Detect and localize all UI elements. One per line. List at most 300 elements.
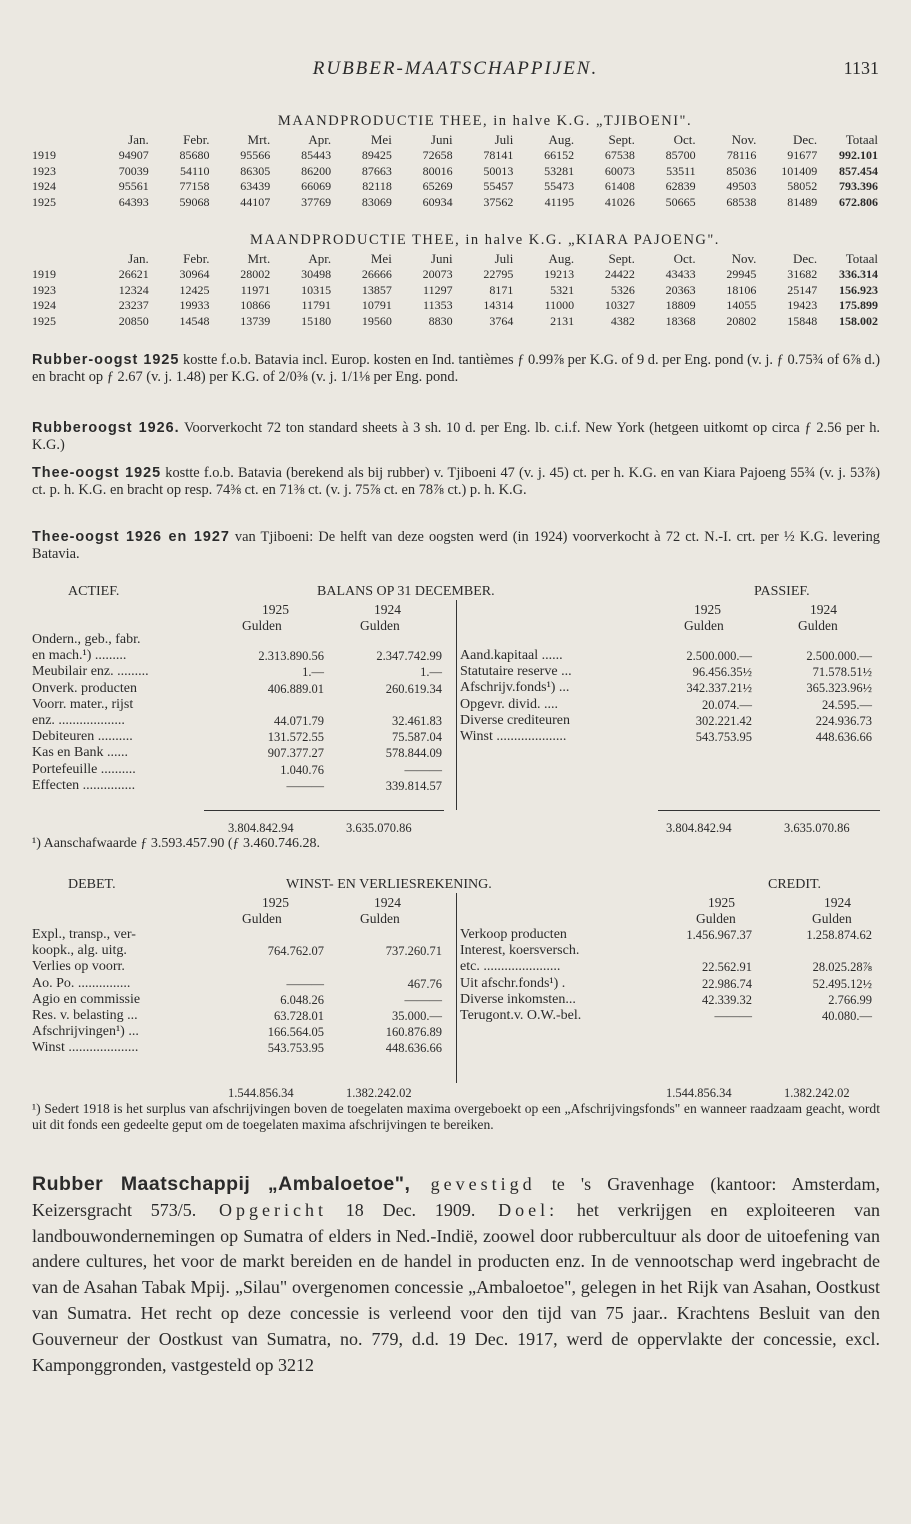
passief-value-1925: 302.221.42: [695, 713, 752, 728]
table-cell: 11791: [301, 298, 332, 313]
company-name: Rubber Maatschappij „Ambaloetoe",: [32, 1173, 411, 1195]
table-cell: 5321: [550, 282, 575, 297]
doel-label: Doel:: [475, 1199, 559, 1220]
debet-value-1925: 166.564.05: [267, 1025, 324, 1040]
table-cell: 8830: [428, 313, 453, 328]
actief-row: [32, 745, 452, 761]
table-cell: 19423: [787, 298, 818, 313]
debet-row: [32, 1040, 452, 1056]
table-cell: 18368: [665, 313, 696, 328]
table-cell: 91677: [787, 148, 818, 163]
year-cell: 1919: [32, 267, 56, 282]
column-header: Dec.: [793, 132, 818, 147]
pl-year-1925: 1925: [262, 895, 289, 910]
debet-row: [32, 959, 452, 975]
credit-value-1925: 22.986.74: [702, 976, 752, 991]
table-cell: 14548: [179, 313, 210, 328]
column-header: Dec.: [793, 251, 818, 266]
passief-row: [460, 664, 880, 680]
credit-label: etc. ......................: [460, 959, 561, 975]
credit-value-1924: 52.495.12½: [812, 976, 872, 991]
table-cell: 25147: [787, 282, 818, 297]
profit-loss-footnote: ¹) Sedert 1918 is het surplus van afschrijvingen boven de toegelaten maxima overgeboekt op een „Afschrijvingsfonds" en wanneer raadzaam geacht, wordt uit dit fonds een gedeelte geput om de toegelaten maxima afschrijvingen te bereiken.: [32, 1101, 880, 1132]
table-row: [32, 298, 878, 314]
table-cell: 672.806: [839, 194, 878, 209]
column-header: Jan.: [128, 132, 149, 147]
paragraph-text: van Tjiboeni: De helft van deze oogsten werd (in 1924) voorverkocht à 72 ct. N.-I. crt. per ½ K.G. levering Batavia.: [32, 529, 880, 563]
table-cell: 10866: [240, 298, 271, 313]
actief-label: ACTIEF.: [68, 584, 120, 599]
table-cell: 62839: [665, 179, 696, 194]
column-header: Apr.: [308, 132, 332, 147]
table-cell: 13739: [240, 313, 271, 328]
debet-value-1924: 160.876.89: [385, 1025, 442, 1040]
pl-unit-1925: Gulden: [242, 911, 282, 926]
table-cell: 20850: [118, 313, 149, 328]
credit-row: [460, 943, 880, 959]
table-cell: 61408: [604, 179, 635, 194]
debet-row: [32, 1008, 452, 1024]
table-cell: 13857: [361, 282, 392, 297]
actief-row: [32, 713, 452, 729]
actief-label: Voorr. mater., rijst: [32, 696, 134, 712]
running-title: RUBBER-MAATSCHAPPIJEN.: [312, 58, 599, 79]
table-cell: 20802: [726, 313, 757, 328]
balance-unit-1924: Gulden: [360, 618, 400, 633]
debet-value-1925: 764.762.07: [267, 944, 324, 959]
year-cell: 1919: [32, 148, 56, 163]
table-cell: 992.101: [839, 148, 878, 163]
table-cell: 55473: [544, 179, 575, 194]
passief-label: PASSIEF.: [754, 584, 810, 599]
column-header: Juli: [494, 251, 514, 266]
table-cell: 175.899: [839, 298, 878, 313]
table-cell: 86305: [240, 163, 271, 178]
table-cell: 85700: [665, 148, 696, 163]
balance-year-1925-right: 1925: [694, 602, 721, 617]
debet-label: koopk., alg. uitg.: [32, 943, 127, 959]
actief-value-1925: 131.572.55: [267, 730, 324, 745]
actief-label: Meubilair enz. .........: [32, 664, 149, 680]
tjiboeni-table: [32, 113, 878, 210]
actief-value-1925: 1.—: [302, 665, 324, 680]
table-cell: 14055: [726, 298, 757, 313]
actief-label: Ondern., geb., fabr.: [32, 632, 141, 647]
actief-list: [32, 632, 452, 794]
table-cell: 19560: [361, 313, 392, 328]
pl-unit-1924: Gulden: [360, 911, 400, 926]
kiara-title: MAANDPRODUCTIE THEE, in halve K.G. „KIARA PAJOENG".: [250, 232, 720, 248]
table-cell: 60934: [422, 194, 453, 209]
debet-row: [32, 992, 452, 1008]
table-cell: 19213: [544, 267, 575, 282]
debet-row: [32, 976, 452, 992]
credit-row: [460, 992, 880, 1008]
actief-value-1924: 2.347.742.99: [376, 649, 442, 664]
table-cell: 67538: [604, 148, 635, 163]
passief-row: [460, 680, 880, 696]
credit-value-1925: 42.339.32: [702, 992, 752, 1007]
debet-value-1924: 467.76: [407, 976, 442, 991]
year-cell: 1923: [32, 282, 56, 297]
pl-total-1925: 1.544.856.34: [228, 1086, 294, 1100]
table-cell: 44107: [240, 194, 271, 209]
table-cell: 28002: [240, 267, 271, 282]
balance-unit-1925-right: Gulden: [684, 618, 724, 633]
column-header: Mrt.: [247, 251, 271, 266]
debet-label: Afschrijvingen¹) ...: [32, 1024, 139, 1040]
table-cell: 68538: [726, 194, 757, 209]
table-cell: 10327: [604, 298, 635, 313]
actief-label: Debiteuren ..........: [32, 729, 133, 745]
table-cell: 12425: [179, 282, 210, 297]
table-row: [32, 283, 878, 299]
column-header: Mrt.: [247, 132, 271, 147]
paragraph-thee-oogst-1926: [32, 529, 880, 564]
column-header: Totaal: [845, 251, 878, 266]
tjiboeni-grid: [32, 132, 878, 210]
credit-label: CREDIT.: [768, 877, 822, 892]
table-cell: 11971: [240, 282, 271, 297]
pl-unit-1924-right: Gulden: [812, 911, 852, 926]
actief-value-1924: 1.—: [420, 665, 442, 680]
debet-value-1924: ———: [404, 992, 442, 1007]
passief-label: Diverse crediteuren: [460, 712, 570, 728]
table-cell: 20073: [422, 267, 453, 282]
paragraph-heading: Thee-oogst 1926 en 1927: [32, 529, 230, 545]
year-cell: 1924: [32, 179, 56, 194]
ambaloetoe-text-1: te 's Gravenhage (kantoor: Amsterdam, Keizersgracht 573/5.: [32, 1174, 880, 1220]
table-cell: 66152: [544, 148, 575, 163]
table-cell: 11297: [423, 282, 453, 297]
actief-value-1925: 907.377.27: [267, 746, 324, 761]
credit-row: [460, 1008, 880, 1024]
table-cell: 22795: [483, 267, 514, 282]
table-cell: 26621: [118, 267, 149, 282]
balance-unit-1924-right: Gulden: [798, 618, 838, 633]
passief-value-1925: 342.337.21½: [686, 681, 752, 696]
pl-year-1925-right: 1925: [708, 895, 735, 910]
table-cell: 30498: [301, 267, 332, 282]
debet-label: Res. v. belasting ...: [32, 1007, 138, 1023]
table-cell: 70039: [118, 163, 149, 178]
table-cell: 89425: [361, 148, 392, 163]
table-row: [32, 267, 878, 283]
column-header: Sept.: [608, 251, 635, 266]
debet-label: Winst ....................: [32, 1040, 139, 1056]
actief-row: [32, 648, 452, 664]
year-cell: 1925: [32, 313, 56, 328]
debet-label: DEBET.: [68, 877, 116, 892]
table-cell: 66069: [301, 179, 332, 194]
actief-label: enz. ...................: [32, 712, 125, 728]
credit-row: [460, 959, 880, 975]
table-cell: 50665: [665, 194, 696, 209]
passief-value-1925: 543.753.95: [695, 729, 752, 744]
table-cell: 41026: [604, 194, 635, 209]
table-row: [32, 179, 878, 195]
table-cell: 55457: [483, 179, 514, 194]
column-header: Mei: [370, 132, 392, 147]
debet-value-1925: ———: [286, 976, 324, 991]
debet-row: [32, 927, 452, 943]
actief-value-1925: 2.313.890.56: [258, 649, 324, 664]
table-cell: 8171: [489, 282, 514, 297]
balance-total-1925: 3.804.842.94: [228, 821, 294, 835]
gevestigd-label: gevestigd: [410, 1174, 536, 1194]
table-cell: 78116: [726, 148, 757, 163]
paragraph-heading: Thee-oogst 1925: [32, 465, 162, 481]
column-header: Juni: [430, 251, 453, 266]
table-cell: 95561: [118, 179, 149, 194]
table-cell: 43433: [665, 267, 696, 282]
table-cell: 80016: [422, 163, 453, 178]
table-cell: 77158: [179, 179, 210, 194]
table-cell: 54110: [179, 163, 210, 178]
paragraph-text: kostte f.o.b. Batavia (berekend als bij rubber) v. Tjiboeni 47 (v. j. 45) ct. per h. K.G. en van Kiara Pajoeng 55¾ (v. j. 53⅞) ct. p. h. K.G. en bracht op resp. 74⅜ ct. en 71⅜ ct. (v. j. 75⅞ ct. en 78⅞ ct.) p. h. K.G.: [32, 465, 880, 499]
balance-total-1924-right: 3.635.070.86: [784, 821, 850, 835]
table-cell: 29945: [726, 267, 757, 282]
paragraph-rubber-oogst-1925: [32, 352, 880, 387]
balance-title: BALANS OP 31 DECEMBER.: [317, 584, 495, 599]
table-cell: 49503: [726, 179, 757, 194]
credit-value-1924: 1.258.874.62: [806, 928, 872, 942]
tjiboeni-title: MAANDPRODUCTIE THEE, in halve K.G. „TJIBOENI".: [277, 113, 693, 129]
balance-year-1924: 1924: [374, 602, 401, 617]
table-row: [32, 195, 878, 211]
credit-value-1925: ———: [714, 1008, 752, 1023]
debet-value-1924: 35.000.—: [392, 1008, 442, 1023]
table-cell: 72658: [422, 148, 453, 163]
pl-total-1925-right: 1.544.856.34: [666, 1086, 732, 1100]
actief-value-1924: 578.844.09: [385, 746, 442, 761]
debet-label: Agio en commissie: [32, 991, 141, 1007]
table-cell: 81489: [787, 194, 818, 209]
actief-label: Onverk. producten: [32, 680, 137, 696]
column-header: Juni: [430, 132, 453, 147]
actief-value-1924: 260.619.34: [385, 681, 442, 696]
actief-value-1925: 406.889.01: [267, 681, 324, 696]
balance-sheet: [32, 584, 880, 859]
table-cell: 85036: [726, 163, 757, 178]
table-cell: 58052: [787, 179, 818, 194]
credit-value-1925: 22.562.91: [702, 960, 752, 975]
table-cell: 63439: [240, 179, 271, 194]
actief-value-1925: ———: [286, 778, 324, 793]
column-header: Aug.: [548, 132, 575, 147]
table-cell: 95566: [240, 148, 271, 163]
debet-value-1925: 543.753.95: [267, 1041, 324, 1056]
paragraph-text: kostte f.o.b. Batavia incl. Europ. kosten en Ind. tantièmes ƒ 0.99⅞ per K.G. of 9 d. per Eng. pond (v. j. ƒ 0.75¾ of 6⅞ d.) en bracht op ƒ 2.67 (v. j. 1.48) per K.G. of 2/0⅜ (v. j. 1/1⅛ per Eng. pond.: [32, 352, 880, 386]
table-cell: 101409: [781, 163, 818, 178]
table-cell: 11000: [544, 298, 575, 313]
table-cell: 2131: [550, 313, 575, 328]
column-header: Jan.: [128, 251, 149, 266]
actief-label: Portefeuille ..........: [32, 761, 136, 777]
ambaloetoe-text-2: 18 Dec. 1909.: [327, 1199, 476, 1220]
credit-label: Interest, koersversch.: [460, 943, 580, 959]
table-cell: 41195: [544, 194, 575, 209]
passief-value-1925: 96.456.35½: [692, 665, 752, 680]
table-cell: 83069: [361, 194, 392, 209]
year-cell: 1924: [32, 298, 56, 313]
paragraph-rubberoogst-1926: [32, 420, 880, 455]
debet-row: [32, 943, 452, 959]
paragraph-text: Voorverkocht 72 ton standard sheets à 3 sh. 10 d. per Eng. lb. c.i.f. New York (hetgeen uitkomt op circa ƒ 2.56 per h. K.G.): [32, 420, 880, 454]
credit-row: [460, 976, 880, 992]
passief-value-1924: 448.636.66: [815, 729, 872, 744]
pl-year-1924: 1924: [374, 895, 401, 910]
actief-row: [32, 664, 452, 680]
table-cell: 18809: [665, 298, 696, 313]
table-cell: 64393: [118, 194, 149, 209]
balance-rule-left: [204, 810, 444, 811]
table-cell: 4382: [610, 313, 635, 328]
actief-value-1924: 32.461.83: [392, 713, 442, 728]
kiara-table: [32, 232, 878, 329]
table-cell: 31682: [787, 267, 818, 282]
passief-value-1925: 20.074.—: [702, 697, 752, 712]
column-header: [32, 132, 88, 148]
table-cell: 14314: [483, 298, 514, 313]
pl-divider: [456, 893, 457, 1083]
paragraph-heading: Rubberoogst 1926.: [32, 420, 180, 436]
table-cell: 37562: [483, 194, 514, 209]
passief-label: Afschrijv.fonds¹) ...: [460, 680, 570, 696]
actief-row: [32, 729, 452, 745]
table-cell: 30964: [179, 267, 210, 282]
credit-label: Terugont.v. O.W.-bel.: [460, 1007, 582, 1023]
balance-divider: [456, 600, 457, 810]
balance-year-1925: 1925: [262, 602, 289, 617]
pl-year-1924-right: 1924: [824, 895, 851, 910]
debet-value-1924: 448.636.66: [385, 1041, 442, 1056]
debet-row: [32, 1024, 452, 1040]
table-cell: 85443: [301, 148, 332, 163]
actief-row: [32, 778, 452, 794]
passief-row: [460, 648, 880, 664]
credit-value-1925: 1.456.967.37: [686, 928, 752, 942]
table-cell: 15180: [301, 313, 332, 328]
actief-label: Kas en Bank ......: [32, 745, 129, 761]
table-row: [32, 164, 878, 180]
column-header: Apr.: [308, 251, 332, 266]
actief-label: en mach.¹) .........: [32, 648, 127, 664]
kiara-grid: [32, 251, 878, 329]
table-cell: 50013: [483, 163, 514, 178]
table-cell: 53511: [666, 163, 696, 178]
balance-total-1924: 3.635.070.86: [346, 821, 412, 835]
pl-unit-1925-right: Gulden: [696, 911, 736, 926]
opgericht-label: Opgericht: [196, 1199, 327, 1220]
passief-row: [460, 697, 880, 713]
passief-value-1924: 365.323.96½: [806, 681, 872, 696]
credit-list: [460, 927, 880, 1024]
table-cell: 12324: [118, 282, 149, 297]
year-cell: 1923: [32, 163, 56, 178]
credit-value-1924: 28.025.28⅞: [812, 960, 872, 975]
ambaloetoe-section: [32, 1172, 880, 1378]
credit-label: Verkoop producten: [460, 927, 567, 942]
debet-label: Ao. Po. ...............: [32, 975, 131, 991]
table-cell: 3764: [489, 313, 514, 328]
table-cell: 87663: [361, 163, 392, 178]
debet-label: Expl., transp., ver-: [32, 927, 136, 942]
credit-row: [460, 927, 880, 943]
table-cell: 18106: [726, 282, 757, 297]
pl-total-1924-right: 1.382.242.02: [784, 1086, 850, 1100]
debet-label: Verlies op voorr.: [32, 959, 125, 975]
table-cell: 85680: [179, 148, 210, 163]
table-cell: 78141: [483, 148, 514, 163]
balance-total-1925-right: 3.804.842.94: [666, 821, 732, 835]
debet-value-1924: 737.260.71: [385, 944, 442, 959]
passief-value-1924: 24.595.—: [822, 697, 872, 712]
table-cell: 23237: [118, 298, 149, 313]
paragraph-thee-oogst-1925: [32, 465, 880, 500]
passief-value-1924: 71.578.51½: [812, 665, 872, 680]
column-header: Oct.: [673, 251, 696, 266]
passief-value-1924: 224.936.73: [815, 713, 872, 728]
table-cell: 336.314: [839, 267, 878, 282]
balance-rule-right: [658, 810, 880, 811]
balance-year-1924-right: 1924: [810, 602, 837, 617]
column-header: Febr.: [183, 251, 210, 266]
column-header: Oct.: [673, 132, 696, 147]
debet-list: [32, 927, 452, 1057]
table-cell: 158.002: [839, 313, 878, 328]
column-header: Febr.: [183, 132, 210, 147]
table-row: [32, 314, 878, 330]
table-cell: 10791: [361, 298, 392, 313]
debet-value-1925: 63.728.01: [274, 1008, 324, 1023]
table-cell: 26666: [361, 267, 392, 282]
credit-value-1924: 2.766.99: [828, 992, 872, 1007]
column-header: [32, 251, 88, 267]
actief-value-1924: 75.587.04: [392, 730, 442, 745]
passief-label: Opgevr. divid. ....: [460, 696, 558, 712]
passief-value-1924: 2.500.000.—: [806, 649, 872, 663]
table-cell: 793.396: [839, 179, 878, 194]
actief-label: Effecten ...............: [32, 777, 136, 793]
actief-row: [32, 681, 452, 697]
year-cell: 1925: [32, 194, 56, 209]
column-header: Juli: [494, 132, 514, 147]
passief-label: Winst ....................: [460, 728, 567, 744]
credit-label: Uit afschr.fonds¹) .: [460, 975, 566, 991]
passief-row: [460, 713, 880, 729]
column-header: Nov.: [731, 132, 757, 147]
table-cell: 24422: [604, 267, 635, 282]
table-cell: 11353: [423, 298, 453, 313]
column-header: Nov.: [731, 251, 757, 266]
paragraph-heading: Rubber-oogst 1925: [32, 352, 180, 368]
column-header: Mei: [370, 251, 392, 266]
table-cell: 20363: [665, 282, 696, 297]
debet-value-1925: 6.048.26: [280, 992, 324, 1007]
actief-row: [32, 632, 452, 648]
table-cell: 82118: [362, 179, 392, 194]
table-cell: 59068: [179, 194, 210, 209]
passief-label: Statutaire reserve ...: [460, 664, 572, 680]
passief-row: [460, 729, 880, 745]
column-header: Totaal: [845, 132, 878, 147]
table-cell: 37769: [301, 194, 332, 209]
table-cell: 19933: [179, 298, 210, 313]
table-cell: 857.454: [839, 163, 878, 178]
actief-value-1924: 339.814.57: [385, 778, 442, 793]
credit-value-1924: 40.080.—: [822, 1008, 872, 1023]
